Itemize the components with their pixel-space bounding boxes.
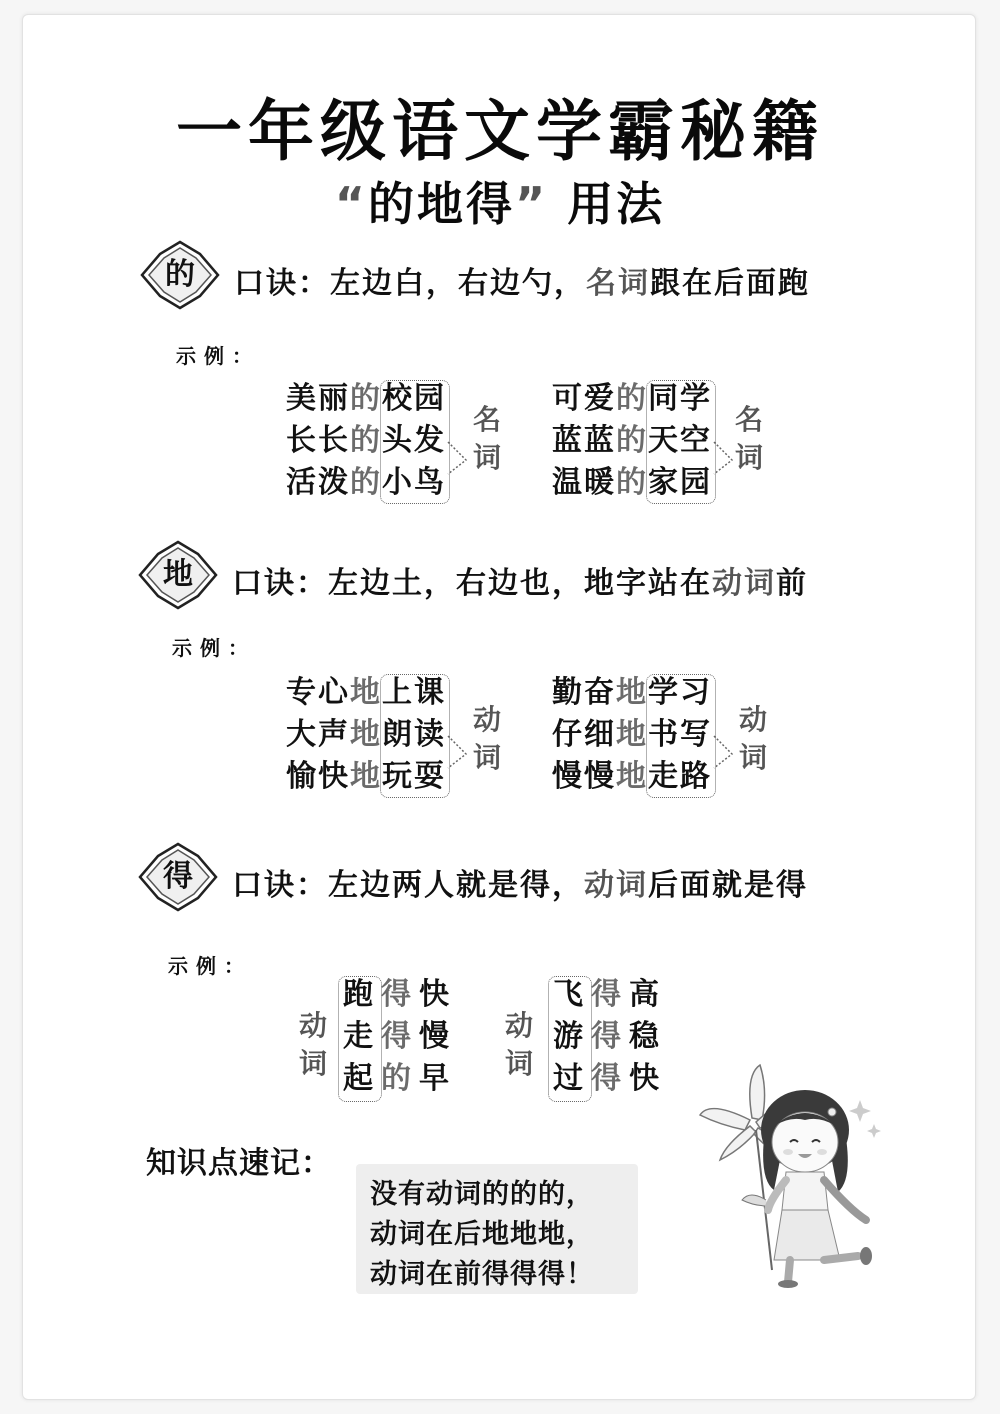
dotted-bracket (380, 380, 450, 504)
badge-di (136, 538, 220, 612)
verb-word: 玩耍 (382, 759, 446, 794)
particle: 地 (350, 675, 382, 710)
particle: 的 (350, 381, 382, 416)
dotted-bracket (646, 380, 716, 504)
rule-highlight: 动词 (584, 868, 648, 903)
verb-word: 走 (343, 1019, 375, 1054)
example-line (340, 1016, 454, 1058)
particle: 得 (381, 977, 413, 1012)
example-group-de-verb-2 (502, 974, 682, 1104)
badge-de (138, 238, 222, 312)
complement-word: 稳 (629, 1019, 661, 1054)
verb-word: 飞 (553, 977, 585, 1012)
example-label: 示例： (168, 954, 252, 978)
complement-word: 快 (629, 1061, 661, 1096)
speech-pointer-icon (446, 440, 470, 480)
word-type-tag: 动 (738, 703, 767, 736)
rule-prefix: 口诀：左边两人就是得， (232, 868, 584, 903)
badge-char: 地 (163, 557, 193, 592)
noun-word: 校园 (382, 381, 446, 416)
modifier-word: 蓝蓝 (552, 423, 616, 458)
dotted-bracket (646, 674, 716, 798)
rule-highlight: 名词 (586, 266, 650, 301)
word-type-tag: 动 (504, 1009, 533, 1042)
particle: 得 (591, 1061, 623, 1096)
particle: 地 (616, 759, 648, 794)
memo-line: 没有动词的的的， (370, 1179, 594, 1210)
example-line (550, 1058, 664, 1100)
rule-de (234, 258, 810, 302)
particle: 的 (616, 381, 648, 416)
particle: 地 (350, 759, 382, 794)
particle: 的 (616, 423, 648, 458)
verb-word: 学习 (648, 675, 712, 710)
example-group-de-1 (286, 378, 506, 508)
complement-word: 高 (629, 977, 661, 1012)
speech-pointer-icon (712, 734, 736, 774)
modifier-word: 大声 (286, 717, 350, 752)
word-type-tag: 动 (298, 1009, 327, 1042)
modifier-word: 美丽 (286, 381, 350, 416)
particle: 的 (381, 1061, 413, 1096)
modifier-word: 可爱 (552, 381, 616, 416)
example-line (340, 974, 454, 1016)
example-label: 示例： (176, 344, 260, 368)
page-subtitle (0, 168, 1000, 234)
word-type-tag: 名 (734, 403, 763, 436)
badge-char: 的 (165, 257, 195, 292)
rule-highlight: 动词 (712, 566, 776, 601)
example-group-de-verb-1 (296, 974, 476, 1104)
rule-suffix: 后面就是得 (648, 868, 808, 903)
example-group-di-2 (552, 672, 772, 802)
example-line (340, 1058, 454, 1100)
rule-suffix: 前 (776, 566, 808, 601)
word-type-tag: 词 (734, 441, 763, 474)
word-type-tag: 词 (472, 441, 501, 474)
noun-word: 同学 (648, 381, 712, 416)
speech-pointer-icon (446, 734, 470, 774)
modifier-word: 活泼 (286, 465, 350, 500)
modifier-word: 温暖 (552, 465, 616, 500)
subtitle-close-quote: ” (514, 177, 549, 231)
noun-word: 家园 (648, 465, 712, 500)
example-line (550, 1016, 664, 1058)
noun-word: 天空 (648, 423, 712, 458)
word-type-tag: 词 (298, 1047, 327, 1080)
particle: 得 (591, 977, 623, 1012)
word-type-tag: 词 (472, 741, 501, 774)
memo-line: 动词在后地地地， (370, 1219, 594, 1250)
word-type-tag: 词 (738, 741, 767, 774)
particle: 得 (591, 1019, 623, 1054)
girl-holding-lily-icon (690, 1060, 890, 1290)
memo-line: 动词在前得得得！ (370, 1259, 594, 1290)
example-group-de-2 (552, 378, 772, 508)
complement-word: 快 (419, 977, 451, 1012)
subtitle-suffix: 用法 (567, 177, 666, 231)
example-group-di-1 (286, 672, 506, 802)
particle: 地 (616, 717, 648, 752)
verb-word: 走路 (648, 759, 712, 794)
word-type-tag: 名 (472, 403, 501, 436)
verb-word: 朗读 (382, 717, 446, 752)
example-label: 示例： (172, 636, 256, 660)
modifier-word: 长长 (286, 423, 350, 458)
memo-title: 知识点速记： (146, 1146, 332, 1181)
example-line (550, 974, 664, 1016)
word-type-tag: 动 (472, 703, 501, 736)
modifier-word: 仔细 (552, 717, 616, 752)
badge-char: 得 (163, 859, 193, 894)
particle: 的 (350, 465, 382, 500)
particle: 的 (350, 423, 382, 458)
modifier-word: 专心 (286, 675, 350, 710)
noun-word: 头发 (382, 423, 446, 458)
modifier-word: 勤奋 (552, 675, 616, 710)
particle: 得 (381, 1019, 413, 1054)
particle: 地 (616, 675, 648, 710)
verb-word: 书写 (648, 717, 712, 752)
noun-word: 小鸟 (382, 465, 446, 500)
rule-suffix: 跟在后面跑 (650, 266, 810, 301)
verb-word: 游 (553, 1019, 585, 1054)
memo-box (356, 1164, 638, 1294)
rule-prefix: 口诀：左边白，右边勺， (234, 266, 586, 301)
particle: 地 (350, 717, 382, 752)
complement-word: 早 (419, 1061, 451, 1096)
rule-prefix: 口诀：左边土，右边也，地字站在 (232, 566, 712, 601)
subtitle-open-quote: “ (334, 177, 368, 231)
modifier-word: 愉快 (286, 759, 350, 794)
word-type-tag: 词 (504, 1047, 533, 1080)
subtitle-text: 的地得 (367, 177, 515, 231)
rule-de-verb (232, 860, 808, 904)
complement-word: 慢 (419, 1019, 451, 1054)
page-title: 一年级语文学霸秘籍 (176, 93, 824, 170)
verb-word: 过 (553, 1061, 585, 1096)
verb-word: 起 (343, 1061, 375, 1096)
rule-di (232, 558, 808, 602)
particle: 的 (616, 465, 648, 500)
verb-word: 上课 (382, 675, 446, 710)
modifier-word: 慢慢 (552, 759, 616, 794)
verb-word: 跑 (343, 977, 375, 1012)
dotted-bracket (380, 674, 450, 798)
badge-de-verb (136, 840, 220, 914)
